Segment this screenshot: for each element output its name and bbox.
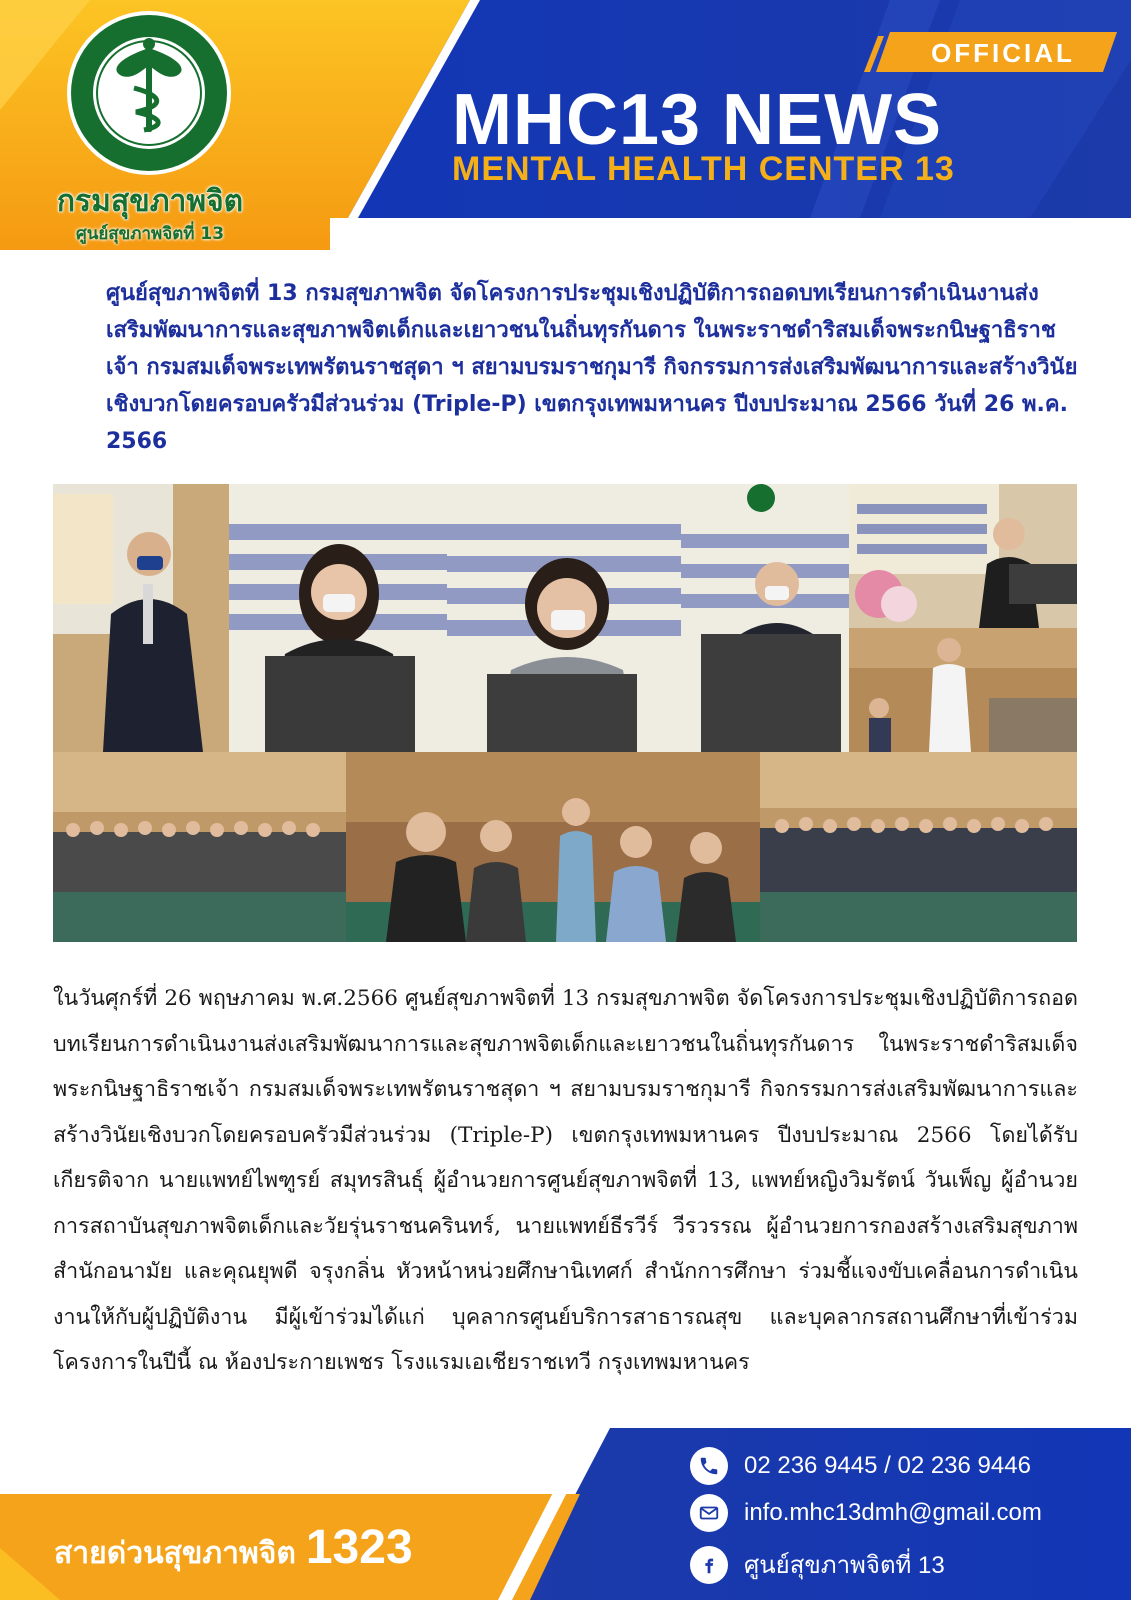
contact-facebook[interactable] <box>690 1545 945 1584</box>
hotline-label: สายด่วนสุขภาพจิต <box>54 1536 296 1571</box>
ministry-logo <box>64 8 234 178</box>
email-address: info.mhc13dmh@gmail.com <box>744 1499 1042 1526</box>
mail-icon <box>690 1494 728 1532</box>
hotline-number[interactable]: 1323 <box>305 1521 413 1574</box>
newsletter-title: MHC13 NEWS <box>452 80 943 160</box>
photo-workshop-table <box>346 752 760 942</box>
phone-icon <box>690 1447 728 1485</box>
facebook-page: ศูนย์สุขภาพจิตที่ 13 <box>744 1552 945 1579</box>
facebook-icon <box>690 1546 728 1584</box>
official-badge: OFFICIAL <box>931 37 1075 68</box>
photo-speaker-man-2 <box>681 484 849 752</box>
photo-speaker-woman-2 <box>447 484 681 752</box>
photo-group-1 <box>53 752 346 942</box>
photo-presenter-man <box>849 628 1077 752</box>
contact-email[interactable] <box>690 1494 1042 1532</box>
org-name: กรมสุขภาพจิต <box>56 184 244 219</box>
photo-speaker-man <box>53 484 229 752</box>
phone-number: 02 236 9445 / 02 236 9446 <box>744 1452 1031 1479</box>
mental-health-hotline <box>54 1520 413 1577</box>
header-banner <box>0 0 1131 250</box>
photo-presenter-woman <box>849 484 1077 628</box>
org-subname: ศูนย์สุขภาพจิตที่ 13 <box>75 224 225 244</box>
photo-collage <box>53 484 1077 942</box>
news-headline: ศูนย์สุขภาพจิตที่ 13 กรมสุขภาพจิต จัดโครงการประชุมเชิงปฏิบัติการถอดบทเรียนการดำเนินงานส่งเสริมพัฒนาการและสุขภาพจิตเด็กและเยาวชนในถิ่นทุรกันดาร ในพระราชดำริสมเด็จพระกนิษฐาธิราชเจ้า กรมสมเด็จพระเทพรัตนราชสุดา ฯ สยามบรมราชกุมารี กิจกรรมการส่งเสริมพัฒนาการและสร้างวินัยเชิงบวกโดยครอบครัวมีส่วนร่วม (Triple-P) เขตกรุงเทพมหานคร ปีงบประมาณ 2566 วันที่ 26 พ.ค. 2566 <box>106 281 1078 454</box>
photo-speaker-woman-1 <box>229 484 447 752</box>
ministry-of-public-health-seal-icon <box>64 8 234 178</box>
photo-group-2 <box>760 752 1077 942</box>
contact-phone[interactable] <box>690 1447 1031 1485</box>
newsletter-subtitle: MENTAL HEALTH CENTER 13 <box>452 150 955 188</box>
news-body: ในวันศุกร์ที่ 26 พฤษภาคม พ.ศ.2566 ศูนย์สุขภาพจิตที่ 13 กรมสุขภาพจิต จัดโครงการประชุมเชิงปฏิบัติการถอดบทเรียนการดำเนินงานส่งเสริมพัฒนาการและสุขภาพจิตเด็กและเยาวชนในถิ่นทุรกันดาร ในพระราชดำริสมเด็จพระกนิษฐาธิราชเจ้า กรมสมเด็จพระเทพรัตนราชสุดา ฯ สยามบรมราชกุมารี กิจกรรมการส่งเสริมพัฒนาการและสร้างวินัยเชิงบวกโดยครอบครัวมีส่วนร่วม (Triple-P) เขตกรุงเทพมหานคร ปีงบประมาณ 2566 โดยได้รับเกียรติจาก นายแพทย์ไพฑูรย์ สมุทรสินธุ์ ผู้อำนวยการศูนย์สุขภาพจิตที่ 13, แพทย์หญิงวิมรัตน์ วันเพ็ญ ผู้อำนวยการสถาบันสุขภาพจิตเด็กและวัยรุ่นราชนครินทร์, นายแพทย์ธีรวีร์ วีรวรรณ ผู้อำนวยการกองสร้างเสริมสุขภาพ สำนักอนามัย และคุณยุพดี จรุงกลิ่น หัวหน้าหน่วยศึกษานิเทศก์ สำนักการศึกษา ร่วมชี้แจงขับเคลื่อนการดำเนินงานให้กับผู้ปฏิบัติงาน มีผู้เข้าร่วมได้แก่ บุคลากรศูนย์บริการสาธารณสุข และบุคลากรสถานศึกษาที่เข้าร่วมโครงการในปีนี้ ณ ห้องประกายเพชร โรงแรมเอเชียราชเทวี กรุงเทพมหานคร <box>53 986 1078 1375</box>
